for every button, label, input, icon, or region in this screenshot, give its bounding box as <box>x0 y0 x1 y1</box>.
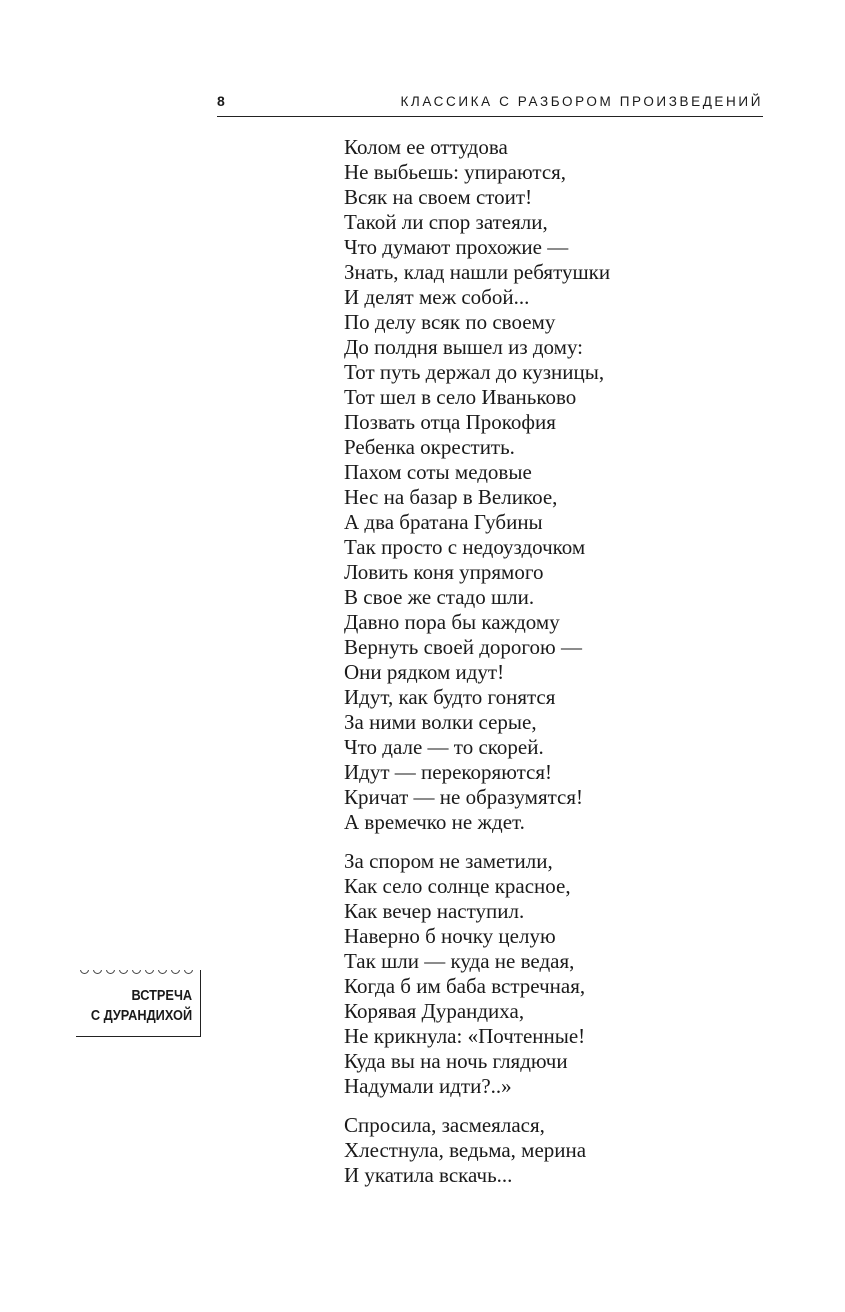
poem-line: Ловить коня упрямого <box>344 560 544 584</box>
poem-line: Так шли — куда не ведая, <box>344 949 575 973</box>
poem-line: Вернуть своей дорогою — <box>344 635 582 659</box>
poem-line: А времечко не ждет. <box>344 810 525 834</box>
poem-line: Так просто с недоуздочком <box>344 535 586 559</box>
poem-line: За спором не заметили, <box>344 849 553 873</box>
poem-line: Знать, клад нашли ребятушки <box>344 260 611 284</box>
poem-line: До полдня вышел из дому: <box>344 335 584 359</box>
poem-line: Что думают прохожие — <box>344 235 569 259</box>
running-header <box>217 92 763 117</box>
poem-line: Наверно б ночку целую <box>344 924 556 948</box>
poem-line: По делу всяк по своему <box>344 310 556 334</box>
margin-note-line: С ДУРАНДИХОЙ <box>90 1008 192 1024</box>
stanza <box>344 1113 764 1188</box>
stanza <box>344 849 764 1099</box>
poem-line: В свое же стадо шли. <box>344 585 535 609</box>
poem-line: Кричат — не образумятся! <box>344 785 584 809</box>
poem-line: Позвать отца Прокофия <box>344 410 556 434</box>
poem-line: И делят меж собой... <box>344 285 530 309</box>
poem-line: Ребенка окрестить. <box>344 435 515 459</box>
poem-line: Пахом соты медовые <box>344 460 532 484</box>
poem-line: И укатила вскачь... <box>344 1163 513 1187</box>
poem-line: Что дале — то скорей. <box>344 735 544 759</box>
poem-line: Всяк на своем стоит! <box>344 185 533 209</box>
dotted-border-decoration <box>80 970 200 980</box>
poem-line: Как вечер наступил. <box>344 899 525 923</box>
poem-line: Надумали идти?..» <box>344 1074 512 1098</box>
poem-line: Куда вы на ночь глядючи <box>344 1049 568 1073</box>
poem-line: Когда б им баба встречная, <box>344 974 586 998</box>
poem-line: Тот путь держал до кузницы, <box>344 360 605 384</box>
poem-line: Не крикнула: «Почтенные! <box>344 1024 586 1048</box>
poem-line: Как село солнце красное, <box>344 874 571 898</box>
poem-line: А два братана Губины <box>344 510 543 534</box>
poem-line: Нес на базар в Великое, <box>344 485 558 509</box>
margin-note-line: ВСТРЕЧА <box>131 988 192 1004</box>
poem-line: Хлестнула, ведьма, мерина <box>344 1138 587 1162</box>
stanza <box>344 135 764 835</box>
poem-line: Идут — перекоряются! <box>344 760 553 784</box>
poem-text <box>344 135 764 1188</box>
poem-line: Колом ее оттудова <box>344 135 508 159</box>
poem-line: Такой ли спор затеяли, <box>344 210 548 234</box>
poem-line: Не выбьешь: упираются, <box>344 160 567 184</box>
margin-note <box>76 970 201 1037</box>
poem-line: Давно пора бы каждому <box>344 610 560 634</box>
poem-line: Корявая Дурандиха, <box>344 999 525 1023</box>
poem-line: Спросила, засмеялася, <box>344 1113 545 1137</box>
page-number: 8 <box>217 93 225 109</box>
poem-line: Они рядком идут! <box>344 660 505 684</box>
running-title: КЛАССИКА С РАЗБОРОМ ПРОИЗВЕДЕНИЙ <box>400 94 763 109</box>
poem-line: Идут, как будто гонятся <box>344 685 556 709</box>
margin-note-text <box>91 986 192 1026</box>
poem-line: Тот шел в село Иваньково <box>344 385 577 409</box>
poem-line: За ними волки серые, <box>344 710 537 734</box>
